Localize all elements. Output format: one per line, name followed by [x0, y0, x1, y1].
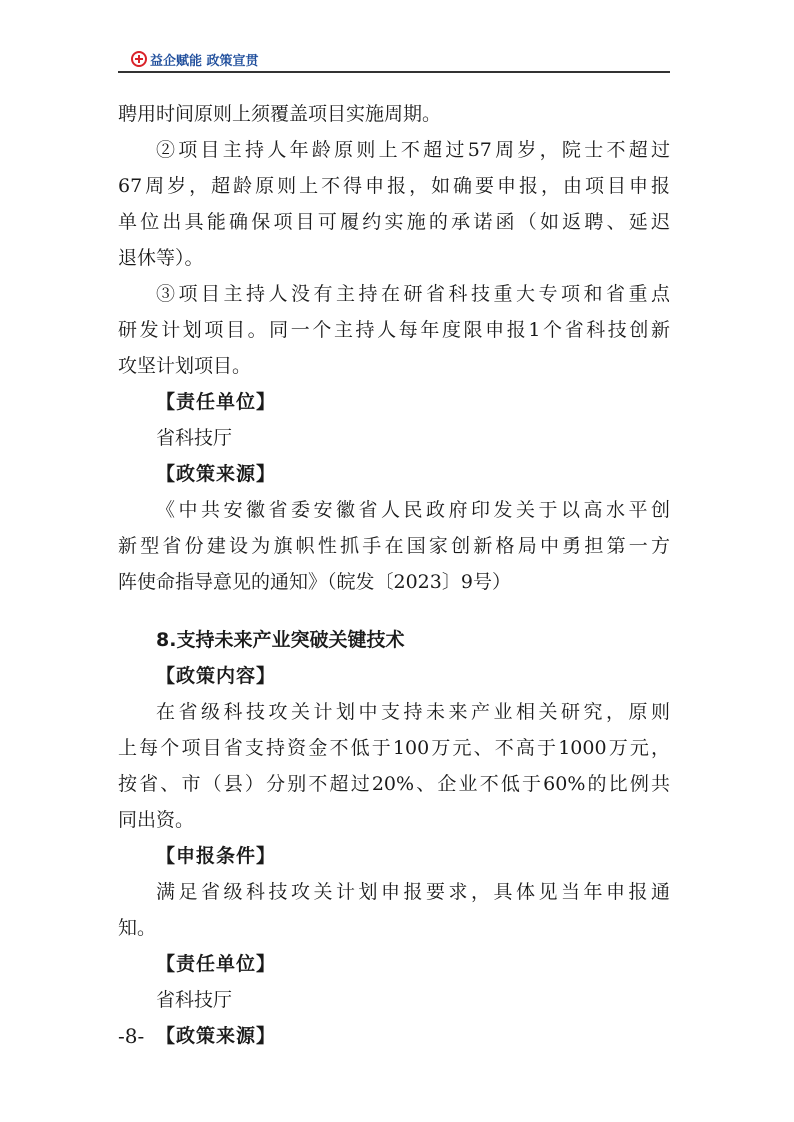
text-line: 在省级科技攻关计划中支持未来产业相关研究，原则 — [156, 701, 670, 723]
heading-responsible-unit: 【责任单位】 — [156, 953, 277, 975]
heading-policy-content: 【政策内容】 — [156, 665, 277, 687]
text-line: 知。 — [118, 917, 157, 939]
text-line: 聘用时间原则上须覆盖项目实施周期。 — [118, 103, 442, 125]
text-line: 退休等）。 — [118, 247, 204, 269]
document-body — [118, 96, 678, 1054]
text-line: 攻坚计划项目。 — [118, 355, 252, 377]
text-line: ③项目主持人没有主持在研省科技重大专项和省重点 — [156, 283, 670, 305]
heading-policy-source: 【政策来源】 — [156, 463, 277, 485]
text-line: 省科技厅 — [156, 989, 233, 1011]
text-line: 满足省级科技攻关计划申报要求，具体见当年申报通 — [156, 881, 670, 903]
header-divider — [118, 71, 670, 73]
text-line: ②项目主持人年龄原则上不超过57周岁，院士不超过 — [156, 139, 670, 161]
text-line: 研发计划项目。同一个主持人每年度限申报1个省科技创新 — [118, 319, 670, 341]
text-line: 单位出具能确保项目可履约实施的承诺函（如返聘、延迟 — [118, 211, 670, 233]
text-line: 阵使命指导意见的通知》（皖发〔2023〕9号） — [118, 571, 511, 593]
text-line: 同出资。 — [118, 809, 195, 831]
text-line: 67周岁，超龄原则上不得申报，如确要申报，由项目申报 — [118, 175, 670, 197]
brand-title: 益企赋能 政策宣贯 — [150, 54, 259, 69]
circle-logo-icon — [131, 51, 147, 67]
page-number: -8- — [118, 1024, 145, 1048]
page-header — [118, 44, 670, 74]
heading-responsible-unit: 【责任单位】 — [156, 391, 277, 413]
text-line: 上每个项目省支持资金不低于100万元、不高于1000万元， — [118, 737, 670, 759]
text-line: 《中共安徽省委安徽省人民政府印发关于以高水平创 — [156, 499, 670, 521]
heading-application-conditions: 【申报条件】 — [156, 845, 277, 867]
section-title: 8.支持未来产业突破关键技术 — [156, 629, 405, 651]
text-line: 省科技厅 — [156, 427, 233, 449]
text-line: 按省、市（县）分别不超过20%、企业不低于60%的比例共 — [118, 773, 670, 795]
text-line: 新型省份建设为旗帜性抓手在国家创新格局中勇担第一方 — [118, 535, 670, 557]
heading-policy-source: 【政策来源】 — [156, 1025, 277, 1047]
